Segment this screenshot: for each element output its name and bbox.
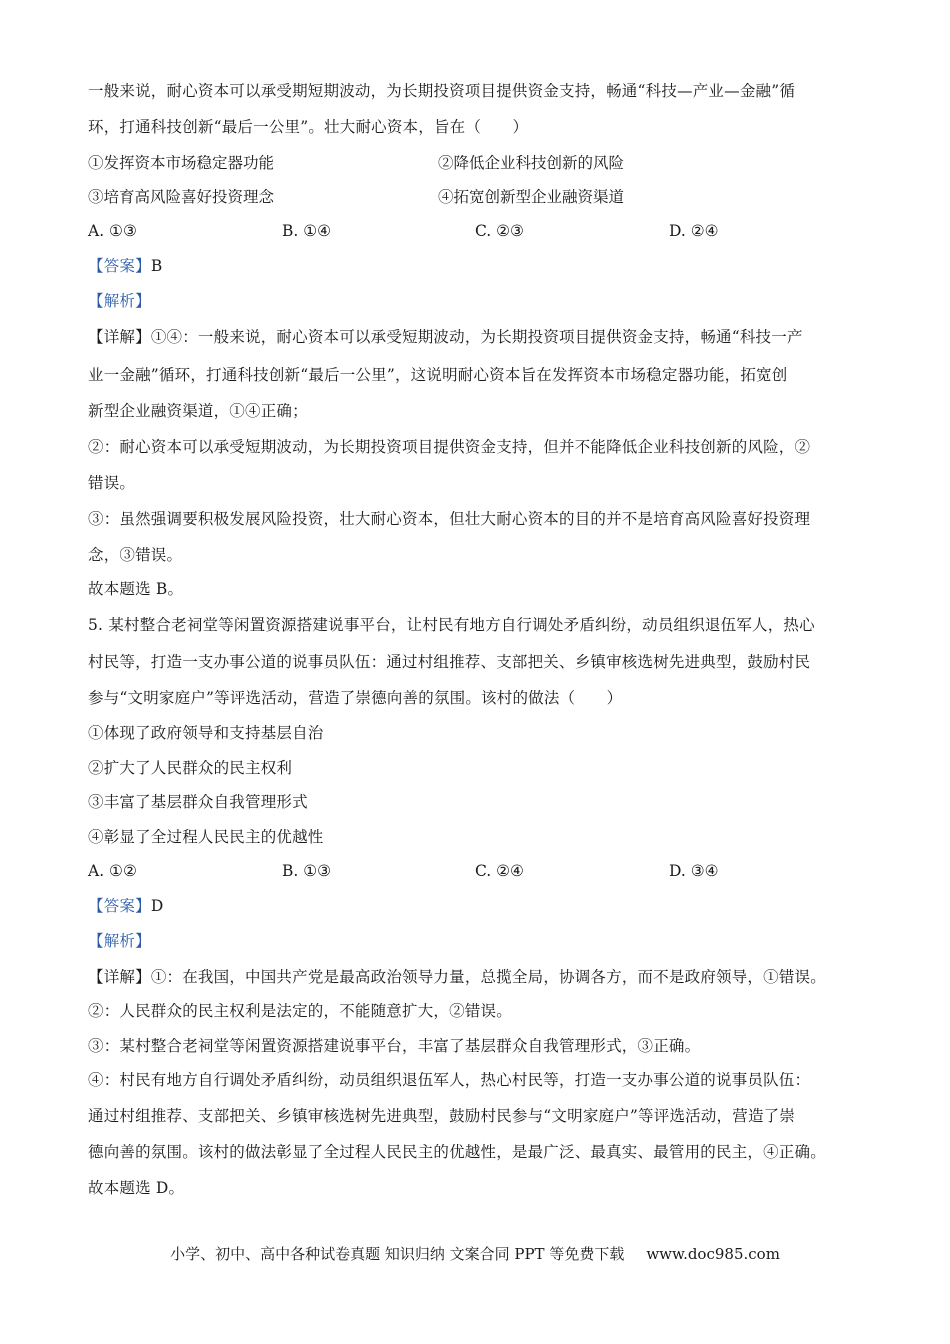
q5-stem-line-2: 村民等，打造一支办事公道的说事员队伍：通过村组推荐、支部把关、乡镇审核选树先进典型，鼓励村民 bbox=[88, 653, 811, 671]
q4-detail-line-2: 业一金融”循环，打通科技创新“最后一公里”，这说明耐心资本旨在发挥资本市场稳定器功能，拓宽创 bbox=[88, 366, 788, 384]
q5-detail-line-5: 通过村组推荐、支部把关、乡镇审核选树先进典型，鼓励村民参与“文明家庭户”等评选活动，营造了崇 bbox=[88, 1107, 796, 1125]
q4-choice-c: C. ②③ bbox=[475, 222, 524, 240]
analysis-tag: 【解析】 bbox=[88, 932, 151, 950]
page-footer bbox=[0, 1243, 950, 1265]
q4-stem-line-1: 一般来说，耐心资本可以承受期短期波动，为长期投资项目提供资金支持，畅通“科技—产业—金融”循 bbox=[88, 82, 796, 100]
analysis-tag: 【解析】 bbox=[88, 292, 151, 310]
answer-value: B bbox=[150, 257, 163, 275]
q4-detail-line-5: 错误。 bbox=[88, 474, 136, 492]
q4-item-2: ②降低企业科技创新的风险 bbox=[438, 154, 625, 172]
q5-detail-line-3: ③：某村整合老祠堂等闲置资源搭建说事平台，丰富了基层群众自我管理形式，③正确。 bbox=[88, 1037, 701, 1055]
q4-answer bbox=[88, 255, 162, 277]
q5-item-4: ④彰显了全过程人民民主的优越性 bbox=[88, 828, 324, 846]
q4-choice-d: D. ②④ bbox=[669, 222, 719, 240]
detail-tag: 【详解】 bbox=[88, 328, 151, 346]
q5-detail-line-6: 德向善的氛围。该村的做法彰显了全过程人民民主的优越性，是最广泛、最真实、最管用的民主，④正确。 bbox=[88, 1143, 826, 1161]
footer-text: 小学、初中、高中各种试卷真题 知识归纳 文案合同 PPT 等免费下载 bbox=[170, 1245, 625, 1263]
q5-choice-a: A. ①② bbox=[88, 862, 137, 880]
q5-choice-c: C. ②④ bbox=[475, 862, 524, 880]
q4-choice-b: B. ①④ bbox=[282, 222, 332, 240]
q4-analysis-heading bbox=[88, 290, 151, 312]
q5-item-3: ③丰富了基层群众自我管理形式 bbox=[88, 793, 308, 811]
footer-url[interactable]: www.doc985.com bbox=[646, 1245, 780, 1263]
q5-choice-b: B. ①③ bbox=[282, 862, 332, 880]
q5-choice-d: D. ③④ bbox=[669, 862, 719, 880]
q5-answer bbox=[88, 895, 163, 917]
detail-tag: 【详解】 bbox=[88, 968, 151, 986]
q5-stem-line-1: 5. 某村整合老祠堂等闲置资源搭建说事平台，让村民有地方自行调处矛盾纠纷，动员组织退伍军人，热心 bbox=[88, 616, 815, 634]
q4-choice-a: A. ①③ bbox=[88, 222, 137, 240]
q5-detail-line-4: ④：村民有地方自行调处矛盾纠纷，动员组织退伍军人，热心村民等，打造一支办事公道的说事员队伍： bbox=[88, 1071, 811, 1089]
q4-detail-line-7: 念，③错误。 bbox=[88, 546, 183, 564]
q4-detail-line-3: 新型企业融资渠道，①④正确； bbox=[88, 402, 308, 420]
q4-stem-line-2: 环，打通科技创新“最后一公里”。壮大耐心资本，旨在（ ） bbox=[88, 118, 529, 136]
q5-item-1: ①体现了政府领导和支持基层自治 bbox=[88, 724, 324, 742]
q4-detail-line-4: ②：耐心资本可以承受短期波动，为长期投资项目提供资金支持，但并不能降低企业科技创新的风险，② bbox=[88, 438, 811, 456]
answer-tag: 【答案】 bbox=[88, 897, 151, 915]
q5-analysis-heading bbox=[88, 930, 151, 952]
q4-conclusion: 故本题选 B。 bbox=[88, 580, 184, 598]
answer-tag: 【答案】 bbox=[88, 257, 151, 275]
q5-detail-line-2: ②：人民群众的民主权利是法定的，不能随意扩大，②错误。 bbox=[88, 1002, 512, 1020]
q5-conclusion: 故本题选 D。 bbox=[88, 1179, 185, 1197]
answer-value: D bbox=[150, 897, 164, 915]
detail-text: ①④：一般来说，耐心资本可以承受短期波动，为长期投资项目提供资金支持，畅通“科技一产 bbox=[150, 328, 803, 346]
q5-item-2: ②扩大了人民群众的民主权利 bbox=[88, 759, 293, 777]
q4-item-1: ①发挥资本市场稳定器功能 bbox=[88, 154, 275, 172]
q4-detail-line-6: ③：虽然强调要积极发展风险投资，壮大耐心资本，但壮大耐心资本的目的并不是培育高风险喜好投资理 bbox=[88, 510, 811, 528]
q4-detail-line-1 bbox=[88, 326, 803, 348]
detail-text: ①：在我国，中国共产党是最高政治领导力量，总揽全局，协调各方，而不是政府领导，①错误。 bbox=[150, 968, 826, 986]
q4-item-3: ③培育高风险喜好投资理念 bbox=[88, 188, 275, 206]
q5-stem-line-3: 参与“文明家庭户”等评选活动，营造了崇德向善的氛围。该村的做法（ ） bbox=[88, 689, 623, 707]
q4-item-4: ④拓宽创新型企业融资渠道 bbox=[438, 188, 625, 206]
q5-detail-line-1 bbox=[88, 966, 826, 988]
